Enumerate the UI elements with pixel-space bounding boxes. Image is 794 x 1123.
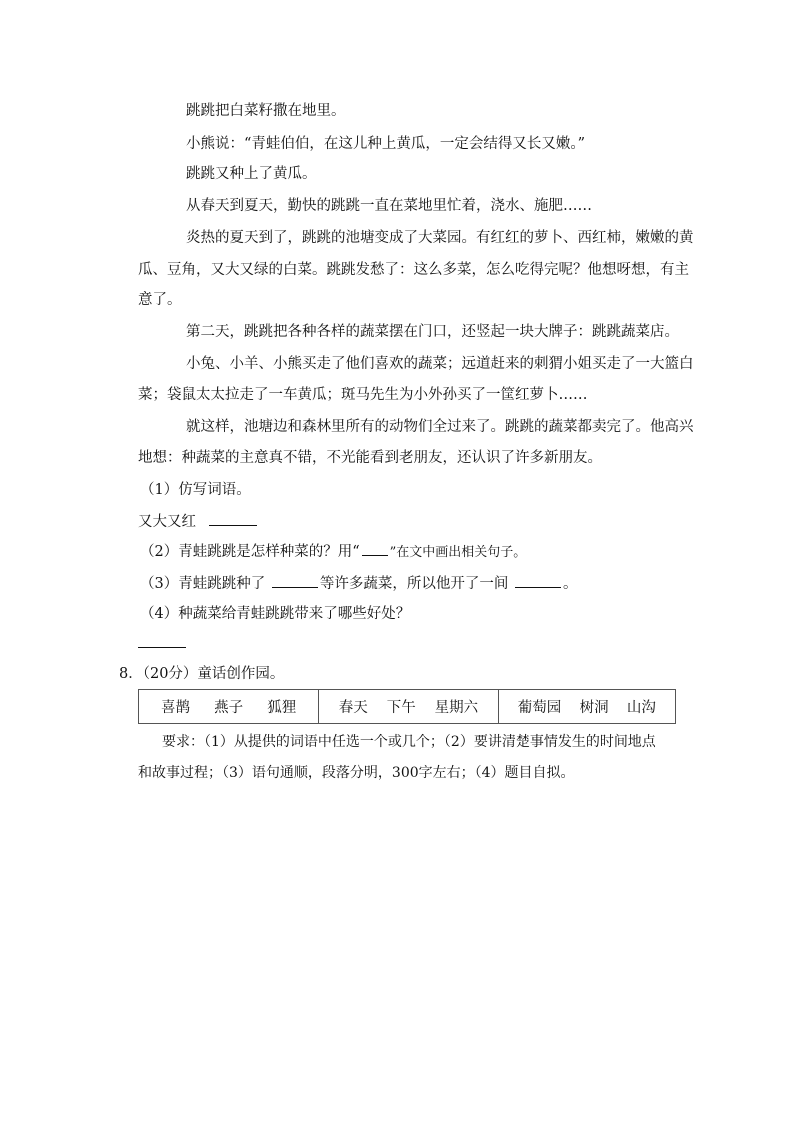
requirements-line-2: 和故事过程；（3）语句通顺，段落分明，300字左右；（4）题目自拟。 bbox=[138, 765, 575, 781]
word-item: 狐狸 bbox=[267, 700, 297, 716]
story-paragraph-5-line-2: 瓜、豆角，又大又绿的白菜。跳跳发愁了：这么多菜，怎么吃得完呢？他想呀想，有主 bbox=[138, 262, 689, 278]
question-2-text-b: ”在文中画出相关句子。 bbox=[389, 545, 527, 560]
word-item: 燕子 bbox=[214, 700, 244, 716]
story-paragraph-5-line-3: 意了。 bbox=[138, 292, 182, 308]
word-item: 春天 bbox=[338, 700, 368, 716]
word-group-times bbox=[318, 690, 497, 723]
word-item: 喜鹊 bbox=[161, 700, 191, 716]
question-1-answer-blank[interactable] bbox=[209, 511, 257, 526]
story-paragraph-7-line-2: 菜；袋鼠太太拉走了一车黄瓜；斑马先生为小外孙买了一筐红萝卜…… bbox=[138, 387, 588, 403]
question-3-text-a: （3）青蛙跳跳种了 bbox=[140, 576, 266, 592]
word-group-places bbox=[498, 690, 675, 723]
question-1-prompt: 又大又红 bbox=[138, 514, 196, 530]
story-paragraph-3: 跳跳又种上了黄瓜。 bbox=[186, 166, 317, 182]
word-bank-table bbox=[138, 689, 676, 724]
question-3 bbox=[140, 573, 680, 594]
word-item: 下午 bbox=[386, 700, 416, 716]
question-1-answer-line bbox=[138, 511, 678, 532]
story-paragraph-4: 从春天到夏天，勤快的跳跳一直在菜地里忙着，浇水、施肥…… bbox=[186, 198, 592, 214]
question-2 bbox=[140, 541, 680, 563]
question-3-answer-blank-2[interactable] bbox=[515, 573, 561, 588]
question-4-answer-blank[interactable] bbox=[138, 633, 186, 648]
word-group-animals bbox=[139, 690, 318, 723]
requirements-line-1: 要求：（1）从提供的词语中任选一个或几个；（2）要讲清楚事情发生的时间地点 bbox=[162, 734, 656, 750]
story-paragraph-8-line-2: 地想：种蔬菜的主意真不错，不光能看到老朋友，还认识了许多新朋友。 bbox=[138, 450, 602, 466]
story-paragraph-8-line-1: 就这样，池塘边和森林里所有的动物们全过来了。跳跳的蔬菜都卖完了。他高兴 bbox=[186, 419, 694, 435]
story-paragraph-6: 第二天，跳跳把各种各样的蔬菜摆在门口，还竖起一块大牌子：跳跳蔬菜店。 bbox=[186, 324, 679, 340]
story-paragraph-1: 跳跳把白菜籽撒在地里。 bbox=[186, 103, 346, 119]
story-paragraph-5-line-1: 炎热的夏天到了，跳跳的池塘变成了大菜园。有红红的萝卜、西红柿，嫩嫩的黄 bbox=[186, 230, 694, 246]
question-8-header: 8．（20分）童话创作园。 bbox=[119, 666, 285, 682]
question-4: （4）种蔬菜给青蛙跳跳带来了哪些好处？ bbox=[140, 606, 411, 622]
question-3-answer-blank-1[interactable] bbox=[272, 573, 318, 588]
word-item: 树洞 bbox=[579, 700, 609, 716]
question-2-underline-sample bbox=[362, 541, 388, 556]
word-item: 星期六 bbox=[434, 700, 479, 716]
question-3-text-b: 等许多蔬菜，所以他开了一间 bbox=[319, 576, 509, 592]
story-paragraph-7-line-1: 小兔、小羊、小熊买走了他们喜欢的蔬菜；远道赶来的刺猬小姐买走了一大篮白 bbox=[186, 356, 694, 372]
word-item: 山沟 bbox=[626, 700, 656, 716]
question-3-text-c: 。 bbox=[562, 576, 578, 592]
word-item: 葡萄园 bbox=[517, 700, 562, 716]
question-2-text-a: （2）青蛙跳跳是怎样种菜的？用“ bbox=[140, 544, 360, 560]
question-4-answer-line bbox=[138, 633, 678, 654]
question-1: （1）仿写词语。 bbox=[140, 482, 251, 498]
story-paragraph-2: 小熊说：“青蛙伯伯，在这儿种上黄瓜，一定会结得又长又嫩。” bbox=[186, 136, 586, 152]
